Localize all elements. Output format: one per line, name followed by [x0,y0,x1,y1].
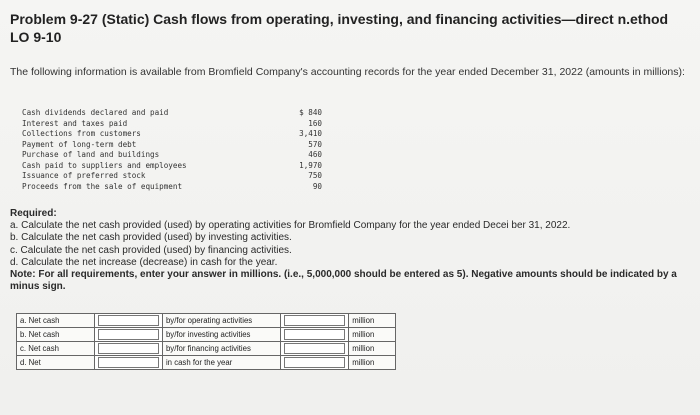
requirement-a: a. Calculate the net cash provided (used) by operating activities for Bromfield Company for the year ended Decei ber 31, 2022. [10,220,571,232]
problem-intro: The following information is available from Bromfield Company's accounting records for the year ended December 31, 2022 (amounts in millions): [10,66,685,78]
requirements [10,208,690,293]
provided-used-dropdown[interactable] [98,343,159,354]
answer-description: by/for investing activities [162,328,280,342]
record-row [22,140,322,151]
required-heading: Required: [10,208,57,219]
answer-row-b [17,328,396,342]
amount-input[interactable] [284,329,345,340]
answer-label: c. Net cash [17,342,95,356]
record-value: 460 [308,150,322,159]
answer-dropdown-cell[interactable] [95,328,163,342]
record-label: Issuance of preferred stock [22,171,146,180]
answer-table [16,313,396,370]
record-label: Interest and taxes paid [22,118,128,128]
answer-input-cell[interactable] [281,356,349,370]
record-label: Cash paid to suppliers and employees [22,160,187,170]
answer-dropdown-cell[interactable] [95,314,163,328]
amount-input[interactable] [284,343,345,354]
record-label: Cash dividends declared and paid [22,108,169,117]
record-value: $ 840 [299,108,322,117]
answer-unit: million [349,342,396,356]
answer-row-d [17,356,396,370]
record-row [22,161,322,172]
record-row [22,108,322,119]
amount-input[interactable] [284,357,345,368]
answer-unit: million [349,314,396,328]
requirement-d: d. Calculate the net increase (decrease) in cash for the year. [10,256,278,268]
requirement-note: Note: For all requirements, enter your answer in millions. (i.e., 5,000,000 should be entered as 5). Negative amounts should be indicated by a minus sign. [10,269,677,293]
records-list [22,108,322,192]
answer-input-cell[interactable] [281,328,349,342]
answer-description: in cash for the year [162,356,280,370]
answer-row-a [17,314,396,328]
record-label: Payment of long-term debt [22,139,137,149]
answer-description: by/for operating activities [162,314,280,328]
record-label: Collections from customers [22,129,141,138]
answer-label: a. Net cash [17,314,95,328]
record-row [22,171,322,182]
answer-input-cell[interactable] [281,314,349,328]
amount-input[interactable] [284,315,345,326]
answer-description: by/for financing activities [162,342,280,356]
record-value: 1,970 [299,160,322,170]
answer-input-cell[interactable] [281,342,349,356]
answer-dropdown-cell[interactable] [95,356,163,370]
problem-title: Problem 9-27 (Static) Cash flows from operating, investing, and financing activities—direct n.ethod LO 9-10 [10,11,669,45]
requirement-b: b. Calculate the net cash provided (used) by investing activities. [10,232,292,244]
record-row [22,129,322,140]
increase-decrease-dropdown[interactable] [98,357,159,368]
record-row [22,119,322,130]
answer-unit: million [349,328,396,342]
record-label: Proceeds from the sale of equipment [22,181,183,191]
record-value: 3,410 [299,129,322,138]
record-value: 750 [308,171,322,180]
record-label: Purchase of land and buildings [22,150,160,159]
requirement-c: c. Calculate the net cash provided (used) by financing activities. [10,244,292,256]
provided-used-dropdown[interactable] [98,315,159,326]
record-value: 90 [312,181,322,191]
provided-used-dropdown[interactable] [98,329,159,340]
answer-dropdown-cell[interactable] [95,342,163,356]
answer-label: d. Net [17,356,95,370]
record-value: 570 [308,139,322,149]
record-row [22,150,322,161]
answer-row-c [17,342,396,356]
record-row [22,182,322,193]
record-value: 160 [308,118,322,128]
answer-label: b. Net cash [17,328,95,342]
answer-unit: million [349,356,396,370]
